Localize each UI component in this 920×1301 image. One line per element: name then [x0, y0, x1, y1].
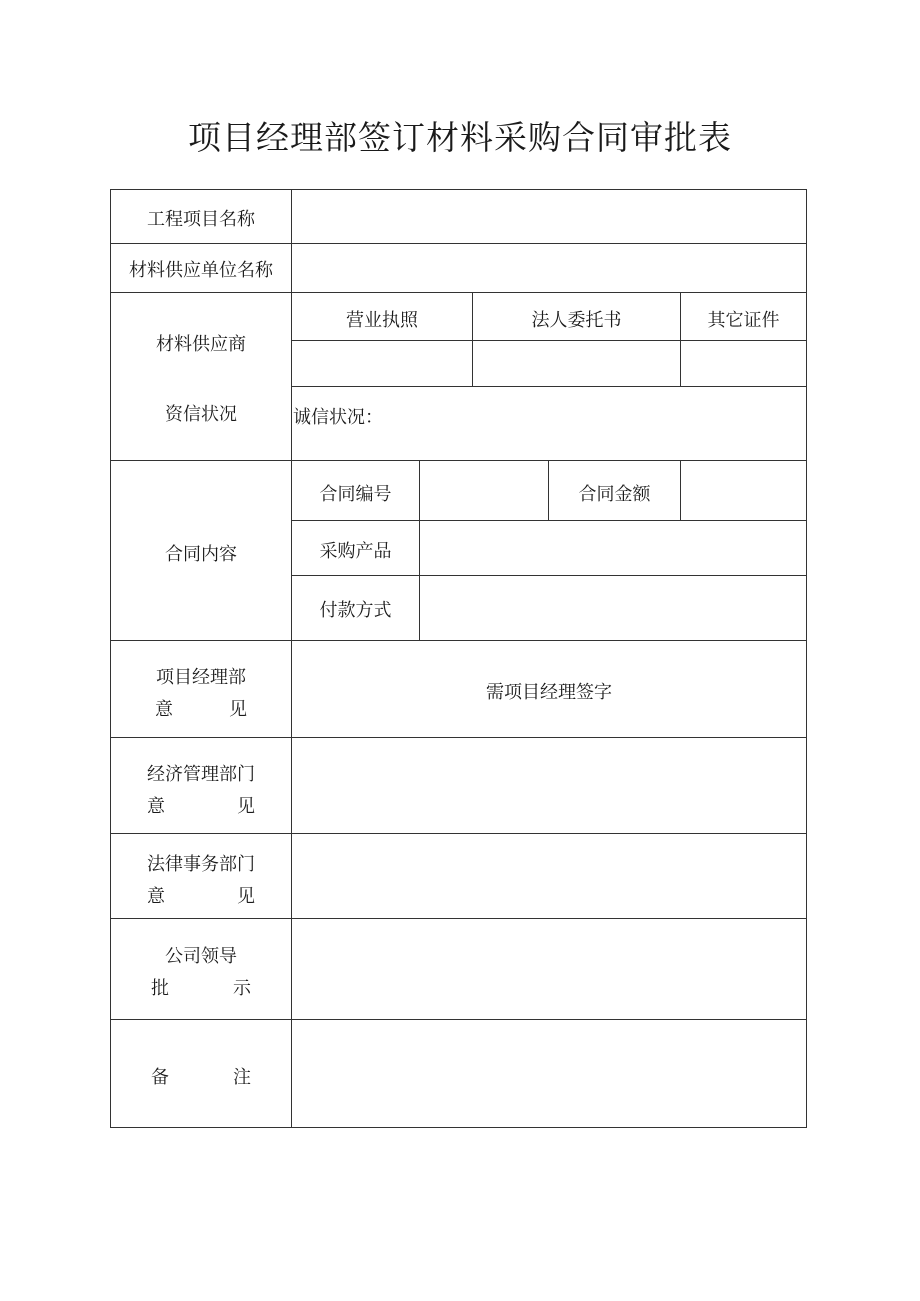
product-field[interactable] — [419, 520, 807, 576]
econ-opinion-label-char1: 意 — [147, 796, 165, 817]
pm-opinion-label-char2: 见 — [229, 699, 247, 720]
project-name-field[interactable] — [291, 189, 807, 244]
econ-opinion-label-line1: 经济管理部门 — [147, 764, 255, 785]
leader-instruction-label-line2 — [151, 974, 251, 1000]
pm-opinion-label-cell — [110, 640, 292, 738]
approval-form-table — [110, 189, 807, 1128]
pm-opinion-note: 需项目经理签字 — [486, 682, 612, 703]
remarks-label-char2: 注 — [233, 1067, 251, 1088]
contract-number-field[interactable] — [419, 460, 549, 521]
credit-status-label: 诚信状况： — [293, 407, 383, 428]
legal-opinion-label-char2: 见 — [237, 886, 255, 907]
payment-field[interactable] — [419, 575, 807, 641]
econ-opinion-field[interactable] — [291, 737, 807, 834]
contract-amount-label: 合同金额 — [578, 484, 651, 505]
project-name-label: 工程项目名称 — [147, 209, 255, 230]
legal-opinion-field[interactable] — [291, 833, 807, 919]
legal-opinion-label-line2 — [147, 882, 255, 908]
legal-opinion-label-char1: 意 — [147, 886, 165, 907]
econ-opinion-label-char2: 见 — [237, 796, 255, 817]
payment-label: 付款方式 — [319, 600, 392, 621]
pm-opinion-label-char1: 意 — [155, 699, 173, 720]
remarks-label-char1: 备 — [151, 1067, 169, 1088]
pm-opinion-label-line2 — [155, 695, 247, 721]
qualification-label-line1: 材料供应商 — [156, 334, 246, 355]
business-license-field[interactable] — [291, 340, 473, 387]
legal-opinion-label-line1: 法律事务部门 — [147, 854, 255, 875]
leader-instruction-field[interactable] — [291, 918, 807, 1020]
other-certificates-label: 其它证件 — [707, 310, 780, 331]
leader-instruction-label-cell — [110, 918, 292, 1020]
form-title: 项目经理部签订材料采购合同审批表 — [188, 118, 732, 157]
supplier-name-label: 材料供应单位名称 — [129, 260, 273, 281]
leader-instruction-label-char1: 批 — [151, 978, 169, 999]
business-license-label: 营业执照 — [346, 310, 418, 331]
qualification-label-line2: 资信状况 — [165, 404, 237, 425]
remarks-field[interactable] — [291, 1019, 807, 1128]
contract-number-label: 合同编号 — [319, 484, 392, 505]
qualification-label-cell — [110, 292, 292, 461]
product-label: 采购产品 — [319, 541, 392, 562]
supplier-name-field[interactable] — [291, 243, 807, 293]
leader-instruction-label-line1: 公司领导 — [165, 946, 237, 967]
econ-opinion-label-line2 — [147, 792, 255, 818]
remarks-label — [151, 1063, 251, 1089]
contract-label: 合同内容 — [165, 544, 237, 565]
legal-authorization-label: 法人委托书 — [531, 310, 622, 331]
contract-amount-field[interactable] — [680, 460, 807, 521]
other-certificates-field[interactable] — [680, 340, 807, 387]
legal-authorization-field[interactable] — [472, 340, 681, 387]
leader-instruction-label-char2: 示 — [233, 978, 251, 999]
pm-opinion-label-line1: 项目经理部 — [156, 667, 246, 688]
